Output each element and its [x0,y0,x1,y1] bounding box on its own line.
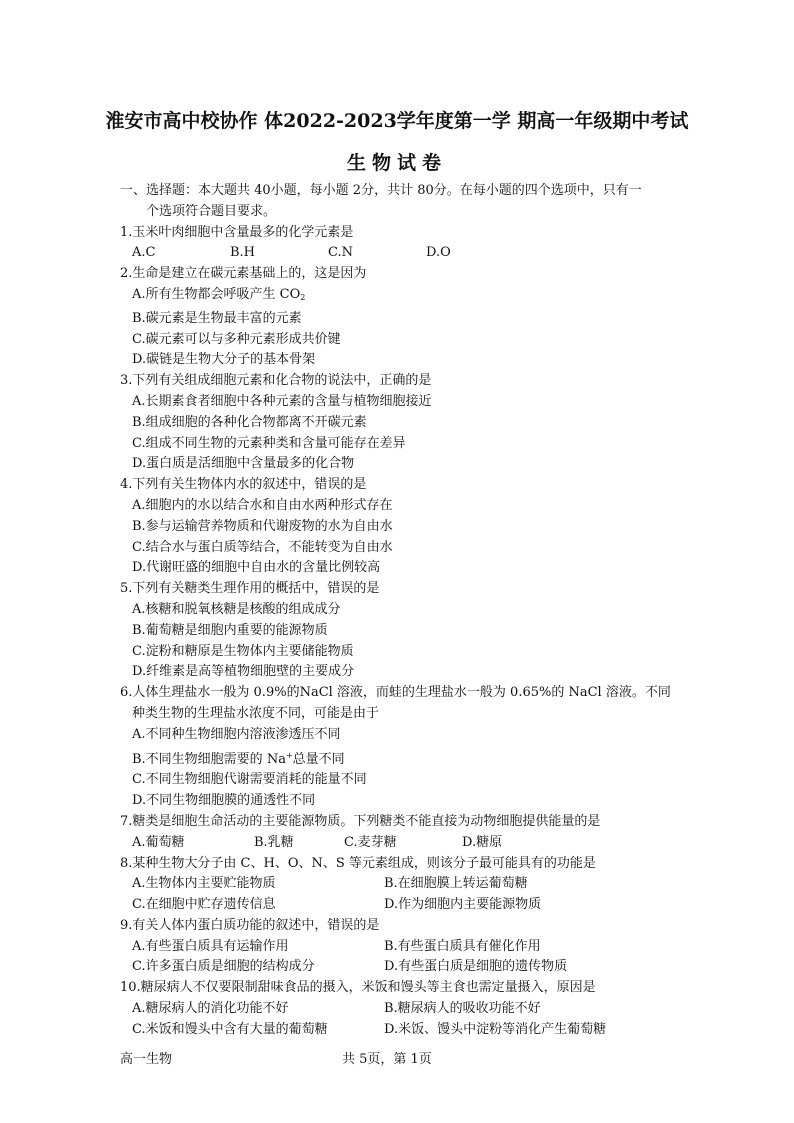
option-c: C.碳元素可以与多种元素形成共价键 [132,331,341,347]
option-a: A.长期素食者细胞中各种元素的含量与植物细胞接近 [132,393,432,409]
option-a: A.有些蛋白质具有运输作用 [132,938,289,954]
option-a: A.细胞内的水以结合水和自由水两种形式存在 [132,497,393,513]
option-d: D.蛋白质是活细胞中含量最多的化合物 [132,456,355,472]
option-c: C.淀粉和糖原是生物体内主要储能物质 [132,643,354,659]
option-a [120,285,680,309]
option-b: B.有些蛋白质具有催化作用 [384,938,541,954]
option-b: B.组成细胞的各种化合物都离不开碳元素 [132,414,367,430]
question-stem: 2.生命是建立在碳元素基础上的，这是因为 [120,266,367,282]
options-grid [120,874,680,916]
option-d: D.有些蛋白质是细胞的遗传物质 [384,959,568,975]
question-stem-line-2: 种类生物的生理盐水浓度不同，可能是由于 [132,705,380,721]
option-a: A.不同种生物细胞内溶液渗透压不同 [132,726,341,742]
option-a: A.C [132,245,156,261]
footer-page-number: 共 5页，第 1页 [342,1052,432,1067]
question-stem: 7.糖类是细胞生命活动的主要能源物质。下列糖类不能直接为动物细胞提供能量的是 [120,813,601,829]
question-stem: 5.下列有关糖类生理作用的概括中，错误的是 [120,581,380,597]
option-c: C.麦芽糖 [344,834,397,850]
option-d: D.糖原 [462,834,503,850]
instructions-line-1: 一、选择题：本大题共 40小题，每小题 2分，共计 80分。在每小题的四个选项中，只有一 [120,183,642,198]
question-stem: 1.玉米叶肉细胞中含量最多的化学元素是 [120,224,354,240]
exam-title: 淮安市高中校协作 体2022-2023学年度第一学 期高一年级期中考试 [105,110,689,132]
question-7 [120,812,680,854]
options-grid [120,937,680,979]
option-a: A.核糖和脱氧核糖是核酸的组成成分 [132,601,341,617]
option-b: B.葡萄糖是细胞内重要的能源物质 [132,622,328,638]
option-d: D.不同生物细胞膜的通透性不同 [132,793,316,809]
option-c: C.不同生物细胞代谢需要消耗的能量不同 [132,772,367,788]
option-c: C.结合水与蛋白质等结合，不能转变为自由水 [132,539,393,555]
question-stem-line-1: 6.人体生理盐水一般为 0.9%的NaCl 溶液，而蛙的生理盐水一般为 0.65%的 NaCl 溶液。不同 [120,685,671,701]
sodium-ion-superscript: + [285,750,293,760]
option-b-text: B.不同生物细胞需要的 Na [132,751,286,767]
option-d: D.代谢旺盛的细胞中自由水的含量比例较高 [132,560,381,576]
option-d: D.O [426,245,451,261]
option-a: A.生物体内主要贮能物质 [132,876,276,892]
option-a-text: A.所有生物都会呼吸产生 CO [132,286,301,302]
option-d: D.作为细胞内主要能源物质 [384,897,542,913]
question-6 [120,683,680,812]
option-b: B.碳元素是生物最丰富的元素 [132,310,302,326]
option-a: A.葡萄糖 [132,834,185,850]
option-b [120,746,680,771]
question-8 [120,854,680,916]
question-stem [120,683,680,725]
option-b-tail: 总量不同 [292,751,345,767]
question-1 [120,223,680,265]
option-d: D.纤维素是高等植物细胞壁的主要成分 [132,664,355,680]
option-c: C.米饭和馒头中含有大量的葡萄糖 [132,1021,328,1037]
options-row [120,833,680,854]
co2-subscript: 2 [300,292,306,302]
option-d: D.碳链是生物大分子的基本骨架 [132,352,316,368]
question-2 [120,264,680,371]
section-instructions [120,181,680,223]
footer-subject: 高一生物 [120,1052,173,1067]
option-a: A.糖尿病人的消化功能不好 [132,1001,289,1017]
options-grid [120,999,680,1041]
option-b: B.参与运输营养物质和代谢废物的水为自由水 [132,518,393,534]
question-10 [120,978,680,1040]
question-stem: 9.有关人体内蛋白质功能的叙述中，错误的是 [120,917,380,933]
option-c: C.许多蛋白质是细胞的结构成分 [132,959,315,975]
instructions-line-2: 个选项符合题目要求。 [146,203,277,219]
option-c: C.在细胞中贮存遗传信息 [132,897,276,913]
options-row [120,243,680,264]
option-b: B.乳糖 [254,834,294,850]
exam-subject-title: 生物试卷 [346,152,447,174]
question-3 [120,371,680,475]
question-stem: 8.某种生物大分子由 C、H、O、N、S 等元素组成，则该分子最可能具有的功能是 [120,855,596,871]
question-9 [120,916,680,978]
option-b: B.在细胞膜上转运葡萄糖 [384,876,528,892]
option-c: C.N [328,245,353,261]
question-stem: 3.下列有关组成细胞元素和化合物的说法中，正确的是 [120,373,432,389]
question-5 [120,579,680,683]
option-c: C.组成不同生物的元素种类和含量可能存在差异 [132,435,406,451]
question-4 [120,475,680,579]
question-stem: 4.下列有关生物体内水的叙述中，错误的是 [120,477,367,493]
question-stem: 10.糖尿病人不仅要限制甜味食品的摄入，米饭和馒头等主食也需定量摄入，原因是 [120,980,596,996]
option-b: B.糖尿病人的吸收功能不好 [384,1001,541,1017]
option-b: B.H [230,245,256,261]
question-list [120,181,680,1041]
option-d: D.米饭、馒头中淀粉等消化产生葡萄糖 [384,1021,607,1037]
